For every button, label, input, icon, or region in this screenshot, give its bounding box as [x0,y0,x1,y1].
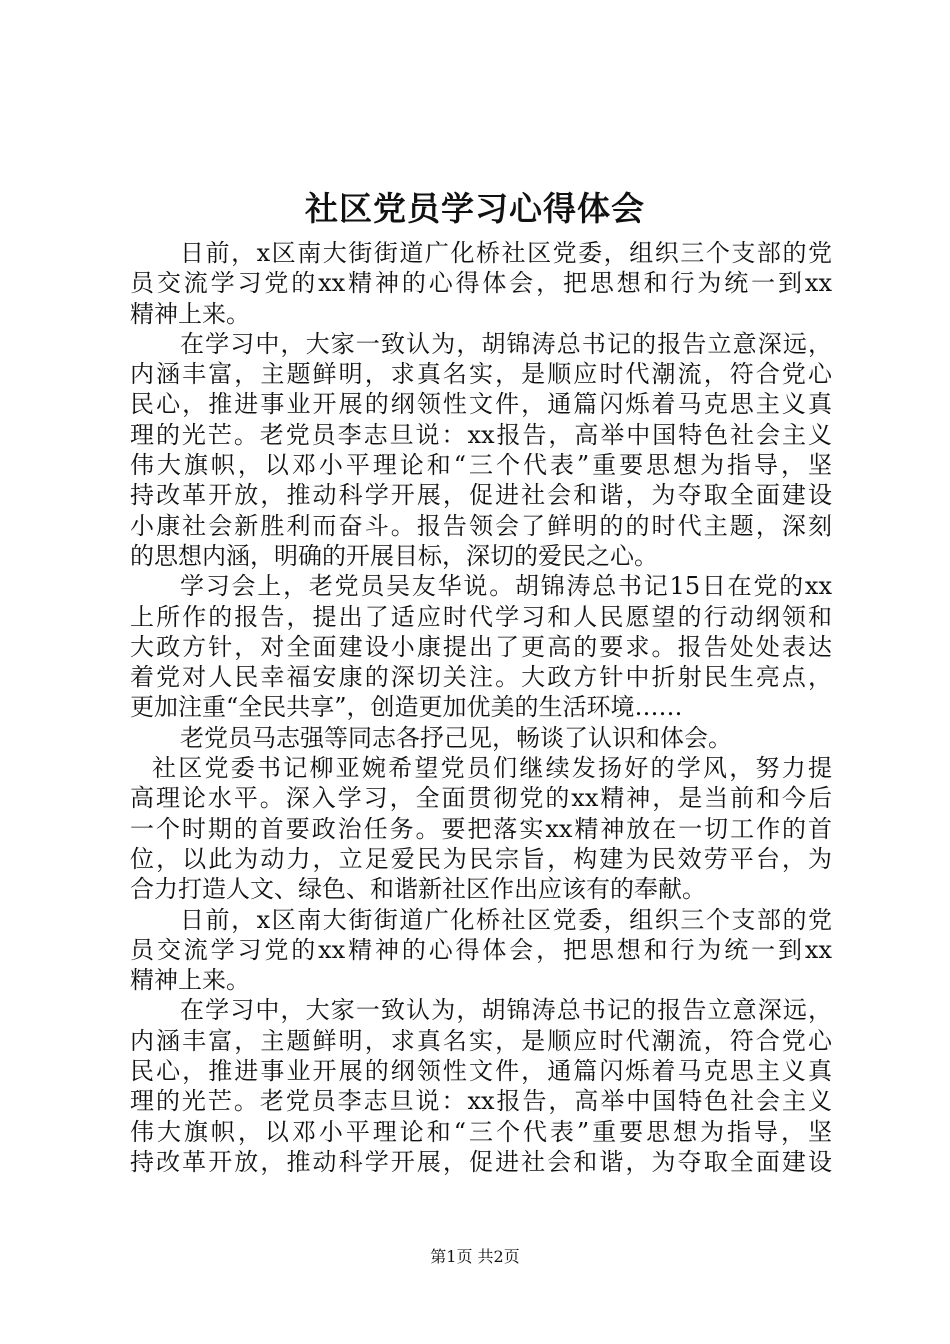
text-line: 更加注重“全民共享”，创造更加优美的生活环境…… [130,693,683,722]
text-line: 上所作的报告，提出了适应时代学习和人民愿望的行动纲领和 [130,602,832,631]
paragraph [130,753,832,904]
text-line: 小康社会新胜利而奋斗。报告领会了鲜明的的时代主题，深刻 [130,511,832,540]
text-line: 民心，推进事业开展的纲领性文件，通篇闪烁着马克思主义真 [130,1057,832,1086]
text-line: 着党对人民幸福安康的深切关注。大政方针中折射民生亮点， [130,663,832,692]
paragraph [130,995,832,1177]
page-footer: 第1页 共2页 [430,1247,520,1266]
text-line: 内涵丰富，主题鲜明，求真名实，是顺应时代潮流，符合党心 [130,360,832,389]
text-line: 学习会上，老党员吴友华说。胡锦涛总书记15日在党的xx [180,572,832,601]
text-line: 精神上来。 [130,966,250,995]
paragraph [130,571,832,722]
text-line: 日前，x区南大街街道广化桥社区党委，组织三个支部的党 [180,905,832,934]
text-line: 的思想内涵，明确的开展目标，深切的爱民之心。 [130,541,658,570]
text-line: 一个时期的首要政治任务。要把落实xx精神放在一切工作的首 [130,814,832,843]
text-line: 理的光芒。老党员李志旦说：xx报告，高举中国特色社会主义 [130,420,832,449]
document-title: 社区党员学习心得体会 [305,189,645,228]
text-line: 理的光芒。老党员李志旦说：xx报告，高举中国特色社会主义 [130,1087,832,1116]
paragraph [130,329,832,571]
text-line: 位，以此为动力，立足爱民为民宗旨，构建为民效劳平台，为 [130,844,832,873]
text-line: 日前，x区南大街街道广化桥社区党委，组织三个支部的党 [180,239,832,267]
text-line: 伟大旗帜，以邓小平理论和“三个代表”重要思想为指导，坚 [130,1117,832,1146]
text-line: 大政方针，对全面建设小康提出了更高的要求。报告处处表达 [130,632,832,661]
paragraph [130,238,832,329]
text-line: 社区党委书记柳亚婉希望党员们继续发扬好的学风，努力提 [152,754,832,783]
text-line: 合力打造人文、绿色、和谐新社区作出应该有的奉献。 [130,875,706,904]
text-line: 在学习中，大家一致认为，胡锦涛总书记的报告立意深远， [180,996,832,1025]
text-line: 内涵丰富，主题鲜明，求真名实，是顺应时代潮流，符合党心 [130,1026,832,1055]
text-line: 持改革开放，推动科学开展，促进社会和谐，为夺取全面建设 [130,481,832,510]
text-line: 高理论水平。深入学习，全面贯彻党的xx精神，是当前和今后 [130,784,832,813]
document-body [130,238,832,1177]
paragraph [130,723,832,753]
text-line: 伟大旗帜，以邓小平理论和“三个代表”重要思想为指导，坚 [130,451,832,480]
text-line: 员交流学习党的xx精神的心得体会，把思想和行为统一到xx [130,935,832,964]
text-line: 员交流学习党的xx精神的心得体会，把思想和行为统一到xx [130,269,832,298]
text-line: 持改革开放，推动科学开展，促进社会和谐，为夺取全面建设 [130,1147,832,1176]
text-line: 在学习中，大家一致认为，胡锦涛总书记的报告立意深远， [180,329,832,358]
text-line: 精神上来。 [130,299,250,328]
text-line: 老党员马志强等同志各抒己见，畅谈了认识和体会。 [180,723,732,752]
text-line: 民心，推进事业开展的纲领性文件，通篇闪烁着马克思主义真 [130,390,832,419]
paragraph [130,905,832,996]
